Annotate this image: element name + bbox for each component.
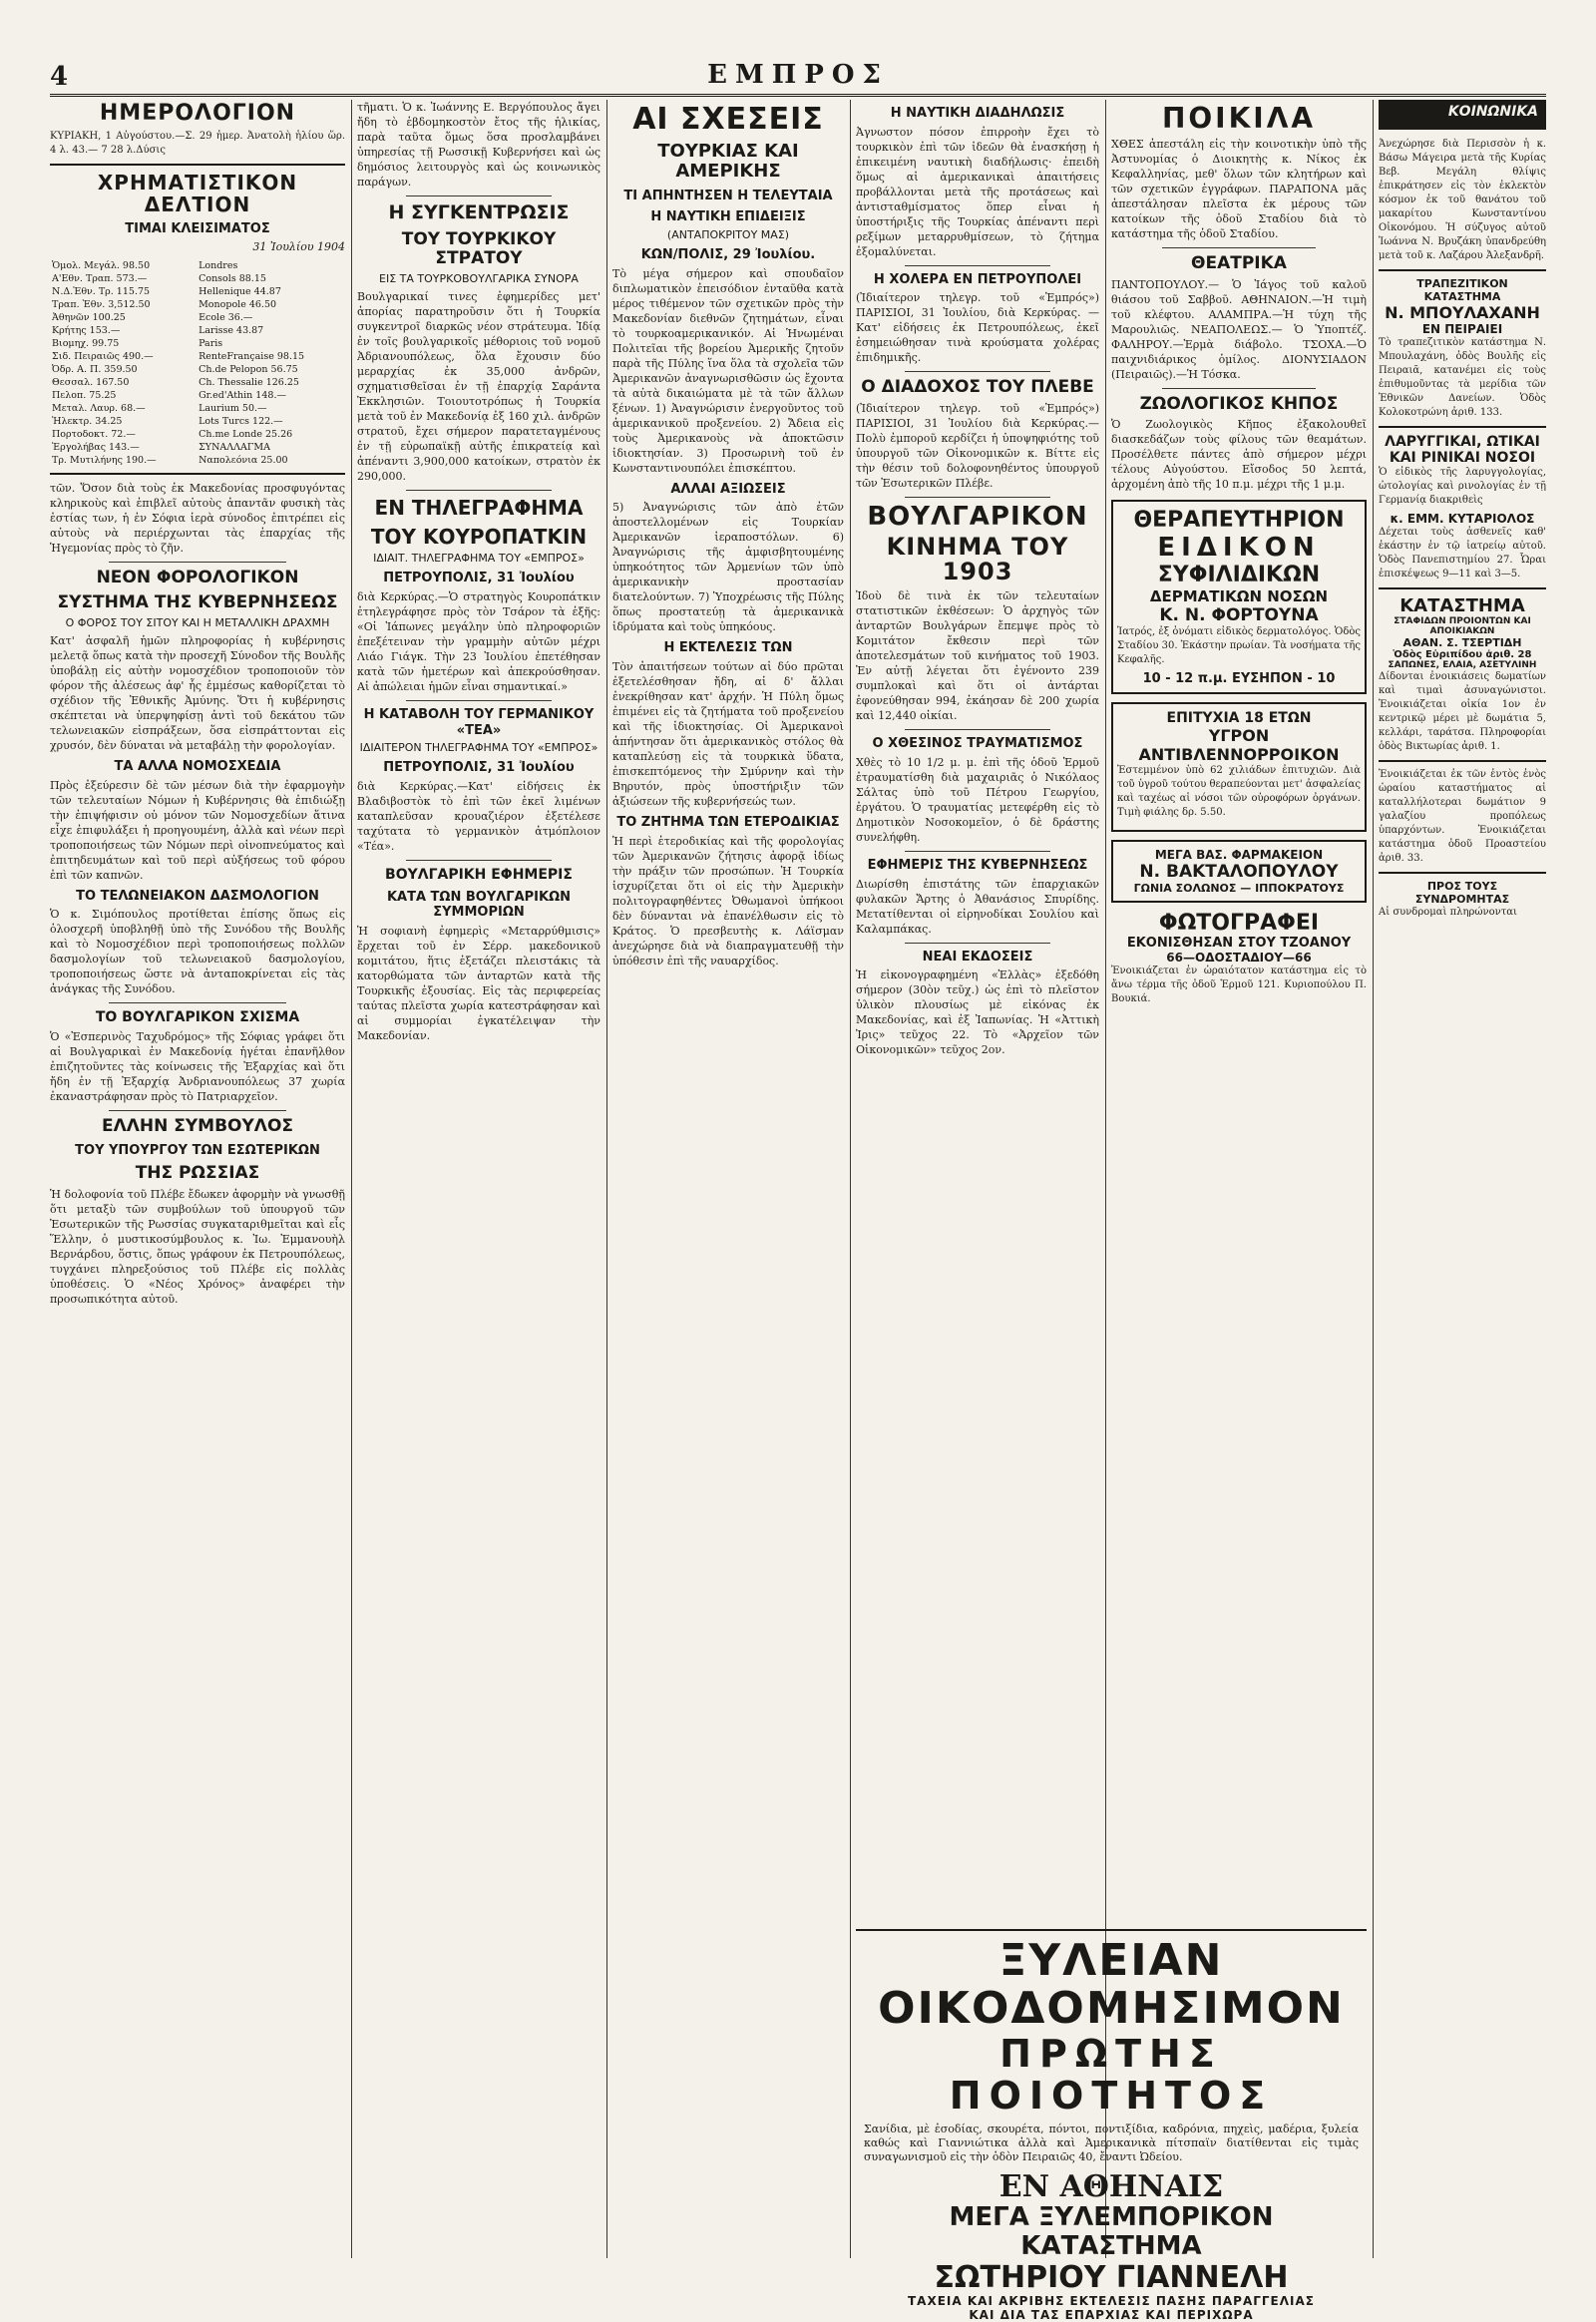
- rate-left: Ν.Δ.Ἐθν. Τρ. 115.75: [52, 285, 151, 297]
- rate-right: Ch.de Pelopon 56.75: [199, 363, 298, 375]
- ad-body: Ἐνοικιάζεται ἐκ τῶν ἐντὸς ἑνὸς ὡραίου καταστήματος αἱ καταλλήλοτεραι δωμάτιον 9 γαλαζίου προπόλεως ὑπαρχόντων. Ἐνοικιάζεται κατάστημα ὁδοῦ Προαστείου ἀριθ. 33.: [1379, 769, 1546, 864]
- article-body: (Ἰδιαίτερον τηλεγρ. τοῦ «Ἐμπρός») ΠΑΡΙΣΙΟΙ, 31 Ἰουλίου διὰ Κερκύρας.— Πολὺ ἐμποροῦ κερδίζει ἡ ὑποψηφιότης τοῦ ὑπουργοῦ τῶν Οἰκονομικῶν κ. Βίττε εἰς τὴν θέσιν τοῦ δολοφονηθέντος ὑπουργοῦ τῶν Ἐσωτερικῶν Πλέβε.: [856, 401, 1099, 490]
- article-headline: ΕΛΛΗΝ ΣΥΜΒΟΥΛΟΣ: [101, 1116, 294, 1137]
- ad-name: Ν. ΜΠΟΥΛΑΧΑΝΗ: [1385, 303, 1540, 322]
- ad-title: ΣΥΦΙΛΙΔΙΚΩΝ: [1157, 563, 1321, 588]
- article-subheadline: ΙΔΙΑΙΤΕΡΟΝ ΤΗΛΕΓΡΑΦΗΜΑ ΤΟΥ «ΕΜΠΡΟΣ»: [359, 741, 598, 755]
- rate-right: Hellenique 44.87: [199, 285, 281, 297]
- rule: [1379, 872, 1546, 874]
- ad-title: ΜΕΓΑ ΒΑΣ. ΦΑΡΜΑΚΕΙΟΝ: [1154, 848, 1324, 863]
- article-headline: ΤΟΥΡΚΙΑΣ ΚΑΙ ΑΜΕΡΙΚΗΣ: [657, 140, 799, 183]
- article-headline: ΚΙΝΗΜΑ ΤΟΥ 1903: [886, 533, 1069, 586]
- rate-right: Ναπολεόνια 25.00: [199, 454, 288, 466]
- masthead-rule: [50, 94, 1546, 97]
- rule: [1379, 426, 1546, 428]
- rate-left: Σιδ. Πειραιῶς 490.—: [52, 350, 154, 362]
- article-body: 5) Ἀναγνώρισις τῶν ἀπὸ ἐτῶν ἀποστελλομένων εἰς Τουρκίαν Ἀμερικανῶν ἱεραποστόλων. 6) Ἀναγνώρισις τῆς ἀμφισβητουμένης ὑπηκοότητος τῶν Ἀρμενίων τῶν ὑπὸ ἀμερικανικὴν προστασίαν διατελούντων. 7) Ὑποχρέωσις τῆς Πύλης ὅπως προστατεύῃ τὰ ἀμερικανικὰ ἱδρύματα καὶ τοὺς ὑπηκόους.: [612, 501, 844, 634]
- article-body: τῶν. Ὅσον διὰ τοὺς ἐκ Μακεδονίας προσφυγόντας κληρικοὺς καὶ ἐπιβλεῖ αὐτοὺς ἀπαντᾶν φυσικὴ τὰς ἐστίας των, ἡ ἐν Σόφια ἱερὰ σύνοδος ἐπιτρέπει εἰς αὐτοὺς νὰ περιέρχωνται τὰς ἐπαρχίας τῆς Ἡγεμονίας πρὸς τὸ ζῆν.: [50, 481, 345, 555]
- prices-date: 31 Ἰουλίου 1904: [252, 239, 345, 253]
- rule: [406, 195, 552, 196]
- article-headline: Η ΧΟΛΕΡΑ ΕΝ ΠΕΤΡΟΥΠΟΛΕΙ: [873, 271, 1082, 287]
- column-1: [50, 100, 345, 2258]
- article-headline: ΤΑ ΑΛΛΑ ΝΟΜΟΣΧΕΔΙΑ: [114, 759, 281, 775]
- ad-name: κ. ΕΜΜ. ΚΥΤΑΡΙΟΛΟΣ: [1390, 512, 1535, 526]
- article-subheadline: ΤΙ ΑΠΗΝΤΗΣΕΝ Η ΤΕΛΕΥΤΑΙΑ: [623, 188, 833, 203]
- article-body: Ἀνεχώρησε διὰ Περισσὸν ἡ κ. Βάσω Μάγειρα μετὰ τῆς Κυρίας Βεβ. Μεγάλη θλίψις ἐπικράτησεν εἰς τὸν ἐκλεκτὸν κόσμον ἐκ τοῦ θανάτου τοῦ μακαρίτου Κωνσταντίνου Οἰκονόμου. Ἡ σύζυγος αὐτοῦ Ἰωάννα Ν. Βρυζάκη ὑπανδρεύθη μετὰ τοῦ κ. Λαζάρου Ἀλεξανδρῆ.: [1379, 139, 1546, 261]
- rate-right: Gr.ed'Athin 148.—: [199, 389, 286, 401]
- ad-title: ΚΑΤΑΣΤΗΜΑ: [1399, 595, 1525, 616]
- article-body: διὰ Κερκύρας.—Ὁ στρατηγὸς Κουροπάτκιν ἐτηλεγράφησε πρὸς τὸν Τσάρον τὰ ἑξῆς: «Οἱ Ἰάπωνες μεγάλην ὑπὸ πληροφοριῶν ἐπεξέτειναν τὴν γραμμὴν αὐτῶν μέχρι Λιάο Γιάγκ. Τὴν 23 Ἰουλίου ἐπετέθησαν κατὰ τῶν ἡμετέρων καὶ ἀπεκρούσθησαν. Αἱ ἀπώλειαι ἡμῶν εἶναι σημαντικαί.»: [357, 589, 600, 693]
- article-body: Τὸ μέγα σήμερον καὶ σπουδαῖον διπλωματικὸν ἐπεισόδιον ἐνταῦθα κατὰ μέρος τιθέμενον τῶν σχετικῶν πρὸς τὴν Μακεδονίαν διεθνῶν ζητημάτων, εἶναι τὸ τουρκοαμερικανικόν. Αἱ Ἡνωμέναι Πολιτεῖαι τῆς βορείου Ἀμερικῆς ζητοῦν παρὰ τῆς Πύλης ἵνα ὅλα τὰ σχολεῖα τῶν Ἀμερικανῶν ἀναγνωρισθῶσιν ὡς ἔχοντα τὰ αὐτὰ δικαιώματα μὲ τὰ τῶν ἄλλων ξένων. 1) Ἀναγνώρισιν ἐνεργοῦντος τοῦ ἀμερικανικοῦ προξενείου. 2) Ἄδεια εἰς τοὺς Ἀμερικανοὺς νὰ ἀποκτῶσιν ἰδιοκτησίαν. 3) Προσωρινὴ τοῦ ἐν Κωνσταντινουπόλει ἐπισκέπτου.: [612, 266, 844, 475]
- article-body: Διωρίσθη ἐπιστάτης τῶν ἐπαρχιακῶν φυλακῶν Ἄρτης ὁ Ἀθανάσιος Σπυρίδης. Μετατίθενται οἱ εἰρηνοδίκαι Σουλίου καὶ Καλαμπάκας.: [856, 877, 1099, 936]
- article-body: τῆματι. Ὁ κ. Ἰωάννης Ε. Βεργόπουλος ἄγει ἤδη τὸ ἑβδομηκοστὸν ἔτος τῆς ἡλικίας, παρὰ ταῦτα ὅμως ὅσα προσλαμβάνει ὑπηρεσίας τῇ Ρωσσικῇ Κυβερνήσει καὶ ὡς δημόσιος λειτουργὸς καὶ ὡς κοινωνικὸς παράγων.: [357, 101, 600, 189]
- ad-name: ΑΘΑΝ. Σ. ΤΣΕΡΤΙΔΗ: [1402, 636, 1522, 649]
- newspaper-title: ΕΜΠΡΟΣ: [707, 60, 889, 90]
- ad-address: Ὁδὸς Εὐριπίδου ἀριθ. 28: [1393, 649, 1532, 660]
- article-dateline: ΠΕΤΡΟΥΠΟΛΙΣ, 31 Ἰουλίου: [383, 760, 575, 776]
- ad-title: ΕΠΙΤΥΧΙΑ 18 ΕΤΩΝ: [1166, 710, 1312, 727]
- ad-subtitle: ΚΑΙ ΔΙΑ ΤΑΣ ΕΠΑΡΧΙΑΣ ΚΑΙ ΠΕΡΙΧΩΡΑ: [969, 2307, 1254, 2322]
- ad-title: ΘΕΡΑΠΕΥΤΗΡΙΟΝ: [1133, 508, 1345, 534]
- rate-right: Ch.me Londe 25.26: [199, 428, 293, 440]
- article-body: Ἡ σοφιανὴ ἐφημερὶς «Μεταρρύθμισις» ἔρχεται τοῦ ἐν Σέρρ. μακεδονικοῦ κομιτάτου, ἥτις ἐξετάζει πλειστάκις τὰ κατορθώματα τῶν ἀνταρτῶν κατὰ τῆς Τουρκικῆς ἐξουσίας. Εἰς τὰς περιφερείας ταύτας πλεῖστα χωρία κατεστράφησαν καὶ αἱ συμμορίαι ἐγκατέλειψαν τὴν Μακεδονίαν.: [357, 924, 600, 1042]
- rate-right: RenteFrançaise 98.15: [199, 350, 305, 362]
- rule: [406, 860, 552, 861]
- rule: [406, 490, 552, 491]
- ad-title: ΛΑΡΥΓΓΙΚΑΙ, ΩΤΙΚΑΙ: [1385, 434, 1540, 450]
- article-body: Ἡ περὶ ἑτεροδικίας καὶ τῆς φορολογίας τῶν Ἀμερικανῶν ζήτησις ἀφορᾷ ἰδίως τὴν πράξιν τῶν προσώπων. Ἡ Τουρκία ἰσχυρίζεται ὅτι οἱ εἰς τὴν Ἀμερικὴν πολιτογραφηθέντες Ὀθωμανοὶ ὑπήκοοι δὲν δύνανται νὰ ἐπανέλθωσιν εἰς τὸ Κράτος. Ὁ πρεσβευτὴς κ. Λάϊσμαν ἀνεχώρησε διὰ νὰ διαπραγματευθῇ τὴν ὑπόθεσιν ἐπὶ τῆς ναυαρχίδος.: [612, 834, 844, 968]
- rule: [905, 497, 1050, 498]
- rule: [905, 729, 1050, 730]
- article-body: (Ἰδιαίτερον τηλεγρ. τοῦ «Ἐμπρός») ΠΑΡΙΣΙΟΙ, 31 Ἰουλίου, διὰ Κερκύρας. — Κατ' εἰδήσεις ἐκ Πετρουπόλεως, ἐκεῖ ἐσημειώθησαν τινὰ κρούσματα χολέρας ἐπιδημικῆς.: [856, 291, 1099, 365]
- article-headline: ΕΦΗΜΕΡΙΣ ΤΗΣ ΚΥΒΕΡΝΗΣΕΩΣ: [867, 858, 1088, 873]
- rule: [905, 371, 1050, 372]
- ad-title: ΕΙΔΙΚΟΝ: [1157, 533, 1321, 564]
- article-headline: ΤΟ ΖΗΤΗΜΑ ΤΩΝ ΕΤΕΡΟΔΙΚΙΑΣ: [616, 815, 840, 831]
- pharmacy-advertisement: [1111, 840, 1367, 903]
- article-body: διὰ Κερκύρας.—Κατ' εἰδήσεις ἐκ Βλαδιβοστὸκ τὸ ἐπὶ τῶν ἐκεῖ λιμένων καταπλεῦσαν κρουαζιέρον ἐξετέλεσε ταχύτατα τὸ γερμανικὸν ἀτμόπλοιον «Τέα».: [357, 779, 600, 853]
- rate-right: Paris: [199, 337, 223, 349]
- article-headline: ΝΕΟΝ ΦΟΡΟΛΟΓΙΚΟΝ: [96, 567, 299, 587]
- ad-subtitle: ΕΝ ΠΕΙΡΑΙΕΙ: [1421, 322, 1503, 336]
- ad-subtitle: ΕΚΟΝΙΣΘΗΣΑΝ ΣΤΟΥ ΤΖΟΑΝΟΥ: [1126, 936, 1352, 952]
- article-body: Ὁ «Ἐσπερινὸς Ταχυδρόμος» τῆς Σόφιας γράφει ὅτι αἱ Βουλγαρικαὶ ἐν Μακεδονίᾳ ἡγέται ἐπανῆλθον ἐπιζητοῦντες τὰς κοίνωσεις τῆς Ἐξαρχίας καὶ ὅτι ἤδη ἐν τῇ Ἐξαρχίᾳ Ἀνδριανουπόλεως 37 χωρία ἐκαναστράφησαν πρὸς τὸ Πατριαρχεῖον.: [50, 1030, 345, 1104]
- rule: [905, 265, 1050, 266]
- article-headline: ΤΟ ΤΕΛΩΝΕΙΑΚΟΝ ΔΑΣΜΟΛΟΓΙΟΝ: [76, 888, 319, 904]
- rate-left: Θεσσαλ. 167.50: [52, 376, 130, 388]
- rate-right: Lots Turcs 122.—: [199, 415, 283, 427]
- ad-title: ΕΝ ΑΘΗΝΑΙΣ: [998, 2169, 1224, 2205]
- column-6: [1379, 100, 1546, 2258]
- ad-subtitle: ΣΑΠΩΝΕΣ, ΕΛΑΙΑ, ΑΣΕΤΥΛΙΝΗ: [1388, 660, 1537, 670]
- article-headline: ΣΥΣΤΗΜΑ ΤΗΣ ΚΥΒΕΡΝΗΣΕΩΣ: [57, 592, 338, 613]
- rule: [905, 851, 1050, 852]
- ad-body: Τὸ τραπεζιτικὸν κατάστημα Ν. Μπουλαχάνη, ὁδὸς Βουλῆς εἰς Πειραιᾶ, κατανέμει εἰς τοὺς ἐπιθυμοῦντας τὰ μερίδια τῶν Ἐθνικῶν Δανείων. Ὁδὸς Κολοκοτρώνη ἀριθ. 133.: [1379, 337, 1546, 418]
- rule: [1379, 587, 1546, 589]
- rate-left: Ὁμολ. Μεγάλ. 98.50: [52, 259, 151, 271]
- article-body: Χθὲς τὸ 10 1/2 μ. μ. ἐπὶ τῆς ὁδοῦ Ἑρμοῦ ἐτραυματίσθη διὰ μαχαιριᾶς ὁ Νικόλαος Σάλτας ὑπὸ τοῦ Πέτρου Γεωργίου, ἐργάτου. Ὁ τραυματίας μετεφέρθη εἰς τὸ Δημοτικὸν Νοσοκομεῖον, ὁ δὲ δράστης συνελήφθη.: [856, 756, 1099, 844]
- ad-title: ΞΥΛΕΙΑΝ ΟΙΚΟΔΟΜΗΣΙΜΟΝ: [878, 1935, 1345, 2035]
- rule: [109, 562, 286, 563]
- rate-left: Μεταλ. Λαυρ. 68.—: [52, 402, 146, 414]
- ad-body: Ἐνοικιάζεται ἐν ὡραιότατον κατάστημα εἰς τὸ ἄνω τέρμα τῆς ὁδοῦ Ἑρμοῦ 121. Κυριοπούλου Π. Βουκιά.: [1111, 966, 1367, 1005]
- ad-name: Ν. ΒΑΚΤΑΛΟΠΟΥΛΟΥ: [1139, 862, 1339, 883]
- rate-left: Τραπ. Ἐθν. 3,512.50: [52, 298, 151, 310]
- article-body: Τὸν ἀπαιτήσεων τούτων αἱ δύο πρῶται ἐξετελέσθησαν ἤδη, αἱ δ' ἄλλαι ἐνεκρίθησαν κατ' ἀρχήν. Ἡ Πύλη ὅμως ἐπιμένει εἰς τὰ ζητήματα τοῦ προξενείου καὶ τῆς ἱδιοκτησίας. Οἱ Ἀμερικανοὶ ἀπήντησαν ὅτι ἀμερικανικὸς στόλος θὰ καταπλεύσῃ εἰς τὰ τουρκικὰ ὕδατα, ἐπισκεπτόμενος τὴν Σμύρνην καὶ τὴν Βηρυτόν, πρὸς ὑποστήριξιν τῶν ἀξιώσεων τῆς κυβερνήσεώς των.: [612, 660, 844, 809]
- rate-left: Ἀθηνῶν 100.25: [52, 311, 126, 323]
- rate-right: Ecole 36.—: [199, 311, 253, 323]
- article-headline: ΤΟ ΒΟΥΛΓΑΡΙΚΟΝ ΣΧΙΣΜΑ: [95, 1009, 300, 1026]
- calendar-heading: ΗΜΕΡΟΛΟΓΙΟΝ: [99, 101, 296, 126]
- article-subheadline: ΙΔΙΑΙΤ. ΤΗΛΕΓΡΑΦΗΜΑ ΤΟΥ «ΕΜΠΡΟΣ»: [373, 552, 585, 566]
- rate-right: Larisse 43.87: [199, 324, 264, 336]
- article-body: ΧΘΕΣ ἀπεστάλη εἰς τὴν κοινοτικὴν ὑπὸ τῆς Ἀστυνομίας ὁ Διοικητὴς κ. Νίκος ἐκ Κεφαλληνίας, μεθ' ὅλων τῶν κλητήρων καὶ τῶν σχετικῶν ἐγγράφων. ΠΑΡΑΠΟΝΑ μᾶς ἀπεστάλησαν πλεῖστα ἐκ μέρους τῶν κατοίκων τῆς ὁδοῦ Σταδίου διὰ τὸ κατάστημα τῆς ὁδοῦ Σταδίου.: [1111, 138, 1367, 241]
- rule: [50, 473, 345, 475]
- ad-body: Δέχεται τοὺς ἀσθενεῖς καθ' ἑκάστην ἐν τῷ ἰατρείῳ αὐτοῦ. Ὁδὸς Πανεπιστημίου 27. Ὧραι ἐπισκέψεως 9—11 καὶ 3—5.: [1379, 527, 1546, 580]
- column-divider: [1373, 100, 1374, 2258]
- ad-body: Ὁ εἰδικὸς τῆς λαρυγγολογίας, ὠτολογίας καὶ ρινολογίας ἐν τῇ Γερμανίᾳ διακριθεὶς: [1379, 467, 1546, 506]
- article-headline: ΤΟΥ ΚΟΥΡΟΠΑΤΚΙΝ: [370, 525, 588, 550]
- article-headline: Ο ΧΘΕΣΙΝΟΣ ΤΡΑΥΜΑΤΙΣΜΟΣ: [872, 736, 1083, 752]
- article-headline: ΚΑΤΑ ΤΩΝ ΒΟΥΛΓΑΡΙΚΩΝ ΣΥΜΜΟΡΙΩΝ: [386, 889, 572, 921]
- column-divider: [351, 100, 352, 2258]
- article-headline: Ο ΔΙΑΔΟΧΟΣ ΤΟΥ ΠΛΕΒΕ: [861, 377, 1094, 398]
- ad-hours: 10 - 12 π.μ. ΕΥΣΗΠΟΝ - 10: [1142, 671, 1336, 687]
- ad-body: Ἐστεμμένον ὑπὸ 62 χιλιάδων ἐπιτυχιῶν. Διὰ τοῦ ὑγροῦ τούτου θεραπεύονται μετ' ἀσφαλείας καὶ ταχέως αἱ νόσοι τῶν οὐροφόρων ὀργάνων. Τιμὴ φιάλης δρ. 5.50.: [1117, 765, 1361, 819]
- rate-left: Πελοπ. 75.25: [52, 389, 117, 401]
- article-subheadline: ΕΙΣ ΤΑ ΤΟΥΡΚΟΒΟΥΛΓΑΡΙΚΑ ΣΥΝΟΡΑ: [379, 271, 579, 285]
- rule: [1379, 269, 1546, 271]
- exchange-rates-table: [50, 259, 345, 467]
- social-heading-bar: [1379, 100, 1546, 138]
- section-heading: ΖΩΟΛΟΓΙΚΟΣ ΚΗΠΟΣ: [1139, 393, 1339, 414]
- article-headline: Η ΚΑΤΑΒΟΛΗ ΤΟΥ ΓΕΡΜΑΝΙΚΟΥ «ΤΕΑ»: [363, 706, 595, 738]
- rate-right: Laurium 50.—: [199, 402, 267, 414]
- rate-right: Ch. Thessalie 126.25: [199, 376, 299, 388]
- article-headline: ΤΗΣ ΡΩΣΣΙΑΣ: [135, 1163, 260, 1184]
- ad-name: Κ. Ν. ΦΟΡΤΟΥΝΑ: [1159, 605, 1319, 626]
- column-divider: [850, 100, 851, 2258]
- ad-subtitle: ΤΑΧΕΙΑ ΚΑΙ ΑΚΡΙΒΗΣ ΕΚΤΕΛΕΣΙΣ ΠΑΣΗΣ ΠΑΡΑΓΓΕΛΙΑΣ: [908, 2293, 1315, 2308]
- rule: [1379, 760, 1546, 762]
- article-dateline: ΠΕΤΡΟΥΠΟΛΙΣ, 31 Ἰουλίου: [383, 571, 575, 586]
- ad-subtitle: ΔΕΡΜΑΤΙΚΩΝ ΝΟΣΩΝ: [1149, 587, 1329, 606]
- article-body: Ἰδοὺ δὲ τινὰ ἐκ τῶν τελευταίων στατιστικῶν ἐκθέσεων: Ὁ ἀρχηγὸς τῶν ἀνταρτῶν Βουλγάρων ἔπεμψε πρὸς τὸ Κομιτάτον ἔκθεσιν περὶ τῶν ἀποτελεσμάτων τοῦ κινήματος τοῦ 1903. Ἐν αὐτῇ λέγεται ὅτι ἐγένοντο 239 συμπλοκαὶ καὶ ὅτι οἱ ἀντάρται ἐφονεύθησαν 994, ἐκάησαν δὲ 200 χωρία καὶ 12,440 οἰκίαι.: [856, 589, 1099, 723]
- article-body: Ἡ δολοφονία τοῦ Πλέβε ἔδωκεν ἀφορμὴν νὰ γνωσθῇ ὅτι μεταξὺ τῶν συμβούλων τοῦ ὑπουργοῦ τῶν Ἐσωτερικῶν τῆς Ρωσσίας συγκαταριθμεῖται καὶ εἷς Ἕλλην, ὁ μυστικοσύμβουλος κ. Ἰω. Ἐμμανουὴλ Βερνάρδου, ὅστις, ὅπως γράφουν ἐκ Πετρουπόλεως, τυγχάνει πληρεξούσιος τοῦ Πλέβε εἰς πολλὰς ὑποθέσεις. Ὁ «Νέος Χρόνος» ἀναφέρει τὴν προσωπικότητα αὐτοῦ.: [50, 1187, 345, 1306]
- article-body: Ἡ εἰκονογραφημένη «Ἑλλὰς» ἐξεδόθη σήμερον (30ὸν τεῦχ.) ὡς ἐπὶ τὸ πλεῖστον ὑλικὸν πλουσίως μὲ εἰκόνας ἐκ Μακεδονίας, καὶ ἐξ Ἰαπωνίας. Ἡ «Ἀττικὴ Ἰρις» τεῦχος 22. Τὸ «Ἀρχεῖον τῶν Οἰκονομικῶν» τεῦχος 2ον.: [856, 968, 1099, 1057]
- social-heading-band: [1379, 100, 1546, 130]
- rate-left: Κρήτης 153.—: [52, 324, 121, 336]
- article-dateline: ΚΩΝ/ΠΟΛΙΣ, 29 Ἰουλίου.: [640, 247, 816, 263]
- ad-title: ΜΕΓΑ ΞΥΛΕΜΠΟΡΙΚΟΝ ΚΑΤΑΣΤΗΜΑ: [949, 2202, 1274, 2261]
- column-3: [612, 100, 844, 2258]
- rate-right: ΣΥΝΑΛΛΑΓΜΑ: [199, 441, 271, 453]
- rate-left: Ἠλεκτρ. 34.25: [52, 415, 123, 427]
- ad-title: ΠΡΩΤΗΣ ΠΟΙΟΤΗΤΟΣ: [949, 2031, 1274, 2118]
- ad-title: ΤΡΑΠΕΖΙΤΙΚΟΝ ΚΑΤΑΣΤΗΜΑ: [1416, 277, 1508, 303]
- article-body: Ὁ κ. Σιμόπουλος προτίθεται ἐπίσης ὅπως εἰς ὁλοσχερῆ ὑποβληθῇ ὑπὸ τῆς Συνόδου τῆς Βουλῆς καὶ τὸ Νομοσχέδιον περὶ τροποποιήσεως πολλῶν δασμολογίων τοῦ τελωνειακοῦ δασμολογίου, τροποποιήσεως ὥστε νὰ ἀνταποκρίνεται εἰς τὰς ἀνάγκας τῆς Συνόδου.: [50, 908, 345, 996]
- article-headline: Η ΕΚΤΕΛΕΣΙΣ ΤΩΝ: [663, 640, 793, 656]
- article-headline: ΒΟΥΛΓΑΡΙΚΟΝ: [867, 501, 1088, 532]
- article-headline: ΤΟΥ ΤΟΥΡΚΙΚΟΥ ΣΤΡΑΤΟΥ: [401, 228, 557, 269]
- ad-name: ΣΩΤΗΡΙΟΥ ΓΙΑΝΝΕΛΗ: [934, 2259, 1289, 2295]
- page-number: 4: [50, 62, 69, 92]
- rate-left: Πορτοδοκτ. 72.—: [52, 428, 136, 440]
- article-body: Βουλγαρικαί τινες ἐφημερίδες μετ' ἀπορίας παρατηροῦσιν ὅτι ἡ Τουρκία συγκεντροῖ διαρκῶς νέον στράτευμα. Ἰδίᾳ ἐν τοῖς βουλγαρικοῖς μέθοριοις τοῦ νομοῦ Ἀδριανουπόλεως, ὅλα ἔχουσιν δύο μεραρχίας ἐκ 35,000 ἀνδρῶν, σχηματισθεῖσαι ἐν τῇ ἐπαρχίᾳ Σαράντα Ἐκκλησιῶν. Τοιουτοτρόπως ἡ Τουρκία μετὰ τοῦ ἐν Μακεδονίᾳ ἐξ 160 χιλ. ἀνδρῶν στρατοῦ, ἔχει σήμερον παρατεταγμένους ἐν τῇ εὐρωπαϊκῇ αὐτῆς ἐπικρατείᾳ καὶ ἀπέναντι 3,900,000 κατοίκων, στρατὸν ἐκ 290,000.: [357, 290, 600, 484]
- rule: [109, 1110, 286, 1111]
- prices-heading: ΤΙΜΑΙ ΚΛΕΙΣΙΜΑΤΟΣ: [125, 221, 270, 237]
- timber-advertisement: [856, 1923, 1367, 2322]
- rate-right: Londres: [199, 259, 238, 271]
- ad-title: ΚΑΙ ΡΙΝΙΚΑΙ ΝΟΣΟΙ: [1389, 450, 1536, 466]
- ad-body: Σανίδια, μὲ ἐσοδίας, σκουρέτα, πόντοι, ποντιξίδια, καδρόνια, πηχεὶς, μαδέρια, ξυλεία καθώς καὶ Γιαννιώτικα ἀλλὰ καὶ Ἀμερικανικὰ πίτσπαϊν διατίθενται εἰς τιμὰς συναγωνισμοῦ εἰς τὴν ὁδὸν Πειραιῶς 40, ἔναντι Ὠδείου.: [864, 2123, 1359, 2164]
- section-heading: ΠΟΙΚΙΛΑ: [1161, 102, 1317, 135]
- ad-title: ΦΩΤΟΓΡΑΦΕΙ: [1158, 911, 1320, 937]
- rate-left: Βιομηχ. 99.75: [52, 337, 120, 349]
- article-headline: ΑΛΛΑΙ ΑΞΙΩΣΕΙΣ: [670, 481, 786, 497]
- article-headline: ΑΙ ΣΧΕΣΕΙΣ: [632, 102, 824, 137]
- article-headline: Η ΣΥΓΚΕΝΤΡΩΣΙΣ: [388, 201, 570, 223]
- column-divider: [606, 100, 607, 2258]
- exchange-heading: ΧΡΗΜΑΤΙΣΤΙΚΟΝ ΔΕΛΤΙΟΝ: [97, 171, 298, 217]
- rate-left: Τρ. Μυτιλήνης 190.—: [52, 454, 157, 466]
- article-subheadline: Ο ΦΟΡΟΣ ΤΟΥ ΣΙΤΟΥ ΚΑΙ Η ΜΕΤΑΛΛΙΚΗ ΔΡΑΧΜΗ: [65, 615, 330, 629]
- rule: [856, 1929, 1367, 1931]
- rate-right: Monopole 46.50: [199, 298, 277, 310]
- injection-advertisement: [1111, 702, 1367, 832]
- ad-title: ΥΓΡΟΝ ΑΝΤΙΒΛΕΝΝΟΡΡΟΙΚΟΝ: [1138, 726, 1340, 765]
- ad-body: Δίδονται ἐνοικιάσεις δωματίων καὶ τιμαὶ ἀσυναγώνιστοι. Ἐνοικιάζεται οἰκία 1ον ἐν κεντρικῷ μέρει μὲ δωμάτια 5, κελλάρι, ταράτσα. Πληροφορίαι ὁδὸς Βικτωρίας ἀριθ. 1.: [1379, 671, 1546, 752]
- article-headline: ΝΕΑΙ ΕΚΔΟΣΕΙΣ: [922, 949, 1033, 965]
- rule: [905, 943, 1050, 944]
- ad-title: ΠΡΟΣ ΤΟΥΣ ΣΥΝΔΡΟΜΗΤΑΣ: [1414, 880, 1510, 906]
- article-source: (ΑΝΤΑΠΟΚΡΙΤΟΥ ΜΑΣ): [666, 228, 790, 242]
- article-headline: Η ΝΑΥΤΙΚΗ ΔΙΑΔΗΛΩΣΙΣ: [890, 106, 1065, 121]
- ad-address: ΓΩΝΙΑ ΣΟΛΩΝΟΣ — ΙΠΠΟΚΡΑΤΟΥΣ: [1133, 882, 1345, 896]
- section-heading: ΘΕΑΤΡΙΚΑ: [1191, 253, 1287, 274]
- rule: [50, 164, 345, 166]
- rule: [109, 1002, 286, 1003]
- column-2: [357, 100, 600, 2258]
- rate-left: Ἐργολήβας 143.—: [52, 441, 140, 453]
- article-headline: ΤΟΥ ΥΠΟΥΡΓΟΥ ΤΩΝ ΕΣΩΤΕΡΙΚΩΝ: [75, 1142, 320, 1158]
- rate-right: Consols 88.15: [199, 272, 266, 284]
- ad-address: 66—ΟΔΟΣΤΑΔΙΟΥ—66: [1166, 951, 1312, 966]
- article-headline: ΕΝ ΤΗΛΕΓΡΑΦΗΜΑ: [374, 496, 584, 521]
- article-body: Ὁ Ζωολογικὸς Κῆπος ἐξακολουθεῖ διασκεδάζων τοὺς φίλους τῶν θεαμάτων. Προσέλθετε πάντες ἀπὸ σήμερον μέχρι τέλους Αὐγούστου. Εἴσοδος 50 λεπτά, ἀρχομένη ἀπὸ τῆς 10 π.μ. μέχρι τῆς 1 μ.μ.: [1111, 418, 1367, 492]
- rate-left: Ὀδρ. Α. Π. 359.50: [52, 363, 138, 375]
- article-body: Κατ' ἀσφαλῆ ἡμῶν πληροφορίας ἡ κυβέρνησις μελετᾷ ὅπως κατὰ τὴν προσεχῆ Σύνοδον τῆς Βουλῆς ὑποβάλῃ εἰς αὐτὴν νομοσχέδιον τροποποιοῦν τὸν φόρον τῆς ἀλέσεως ἀφ' ἧς ἐμμέσως καθορίζεται τὸ σχέδιον τῆς Ἐθνικῆς Ἀμύνης. Ὅτι ἡ κυβέρνησις σκέπτεται νὰ ὑπερψηφίσῃ ἀντὶ τοῦ δεκάτου τῶν τελωνειακῶν εἰσπράξεων, ὅσα εἰσπράττονται εἰς χρυσόν, δὲν δύναται νὰ μεταβάλῃ τὴν φορολογίαν.: [50, 634, 345, 753]
- masthead: [50, 60, 1546, 92]
- article-body: Πρὸς ἐξεύρεσιν δὲ τῶν μέσων διὰ τὴν ἐφαρμογὴν τῶν τελευταίων Νόμων ἡ Κυβέρνησις θὰ ἐπιδιώξῃ τὴν ἐπιψήφισιν οὐ μόνον τῶν Νομοσχεδίων ἅτινα εἶχε ἐπιφυλάξει ἡ προηγουμένη, ἀλλὰ καὶ νέων περὶ τροποποιήσεως τῶν Νόμων περὶ οἰνοπνεύματος καὶ ἐπιτηδευμάτων καὶ τοῦ περὶ αὐξήσεως τοῦ φόρου ἐπὶ τῶν καπνῶν.: [50, 778, 345, 882]
- rate-left: Α'Εθν. Τραπ. 573.—: [52, 272, 148, 284]
- clinic-advertisement: [1111, 500, 1367, 694]
- rule: [1162, 247, 1316, 248]
- article-headline: ΒΟΥΛΓΑΡΙΚΗ ΕΦΗΜΕΡΙΣ: [385, 866, 573, 883]
- section-heading: ΚΟΙΝΩΝΙΚΑ: [1447, 104, 1538, 120]
- article-subheadline: Η ΝΑΥΤΙΚΗ ΕΠΙΔΕΙΞΙΣ: [650, 209, 806, 225]
- ad-body: Ἰατρός, ἐξ ὀνόματι εἰδικὸς δερματολόγος. Ὁδὸς Σταδίου 30. Ἑκάστην πρωίαν. Τὰ νοσήματα τῆς Κεφαλῆς.: [1117, 626, 1361, 666]
- calendar-text: ΚΥΡΙΑΚΗ, 1 Αὐγούστου.—Σ. 29 ἡμερ. Ἀνατολὴ ἡλίου ὥρ. 4 λ. 43.— 7 28 λ.Δύσις: [50, 131, 345, 157]
- ad-body: Αἱ συνδρομαὶ πληρώνονται: [1379, 907, 1517, 918]
- rule: [1162, 388, 1316, 389]
- rule: [406, 700, 552, 701]
- article-body: ΠΑΝΤΟΠΟΥΛΟΥ.— Ὁ Ἰάγος τοῦ καλοῦ θιάσου τοῦ Σαββοῦ. ΑΘΗΝΑΙΟΝ.—Ἡ τιμὴ τοῦ κλέφτου. ΑΛΑΜΠΡΑ.—Ἡ τύχη τῆς Μαρουλιῶς. ΝΕΑΠΟΛΕΩΣ.— Ὁ Ὑποπτέζ. ΦΑΛΗΡΟΥ.—Ἑρμὰ διάβολο. ΤΣΟΧΑ.—Ὁ παιχνιδιάρικος ὁμίλος. ΔΙΟΝΥΣΙΑΔΟΝ (Πειραιῶς).—Ἡ Τόσκα.: [1111, 277, 1367, 381]
- ad-subtitle: ΣΤΑΦΙΔΩΝ ΠΡΟΙΟΝΤΩΝ ΚΑΙ ΑΠΟΙΚΙΑΚΩΝ: [1394, 616, 1531, 636]
- article-body: Ἀγνωστον πόσον ἐπιρροὴν ἔχει τὸ τουρκικὸν ἐπὶ τῶν ἰδεῶν θὰ ἐνασκήσῃ ἡ ἐπικειμένη ναυτικὴ διαδήλωσις· ἐπειδὴ ὅμως αἱ ἀμερικανικαὶ ἀπαιτήσεις προβάλλονται μετὰ τῆς προτάσεως καὶ ἀντισταθμίσματος ὅπερ εἶναι ἡ ὑποστήριξις τῆς Τουρκίας ἀπέναντι περὶ ρεξίμων μεταρρυθμίσεων, τὸ ζήτημα ἐξομαλύνεται.: [856, 125, 1099, 258]
